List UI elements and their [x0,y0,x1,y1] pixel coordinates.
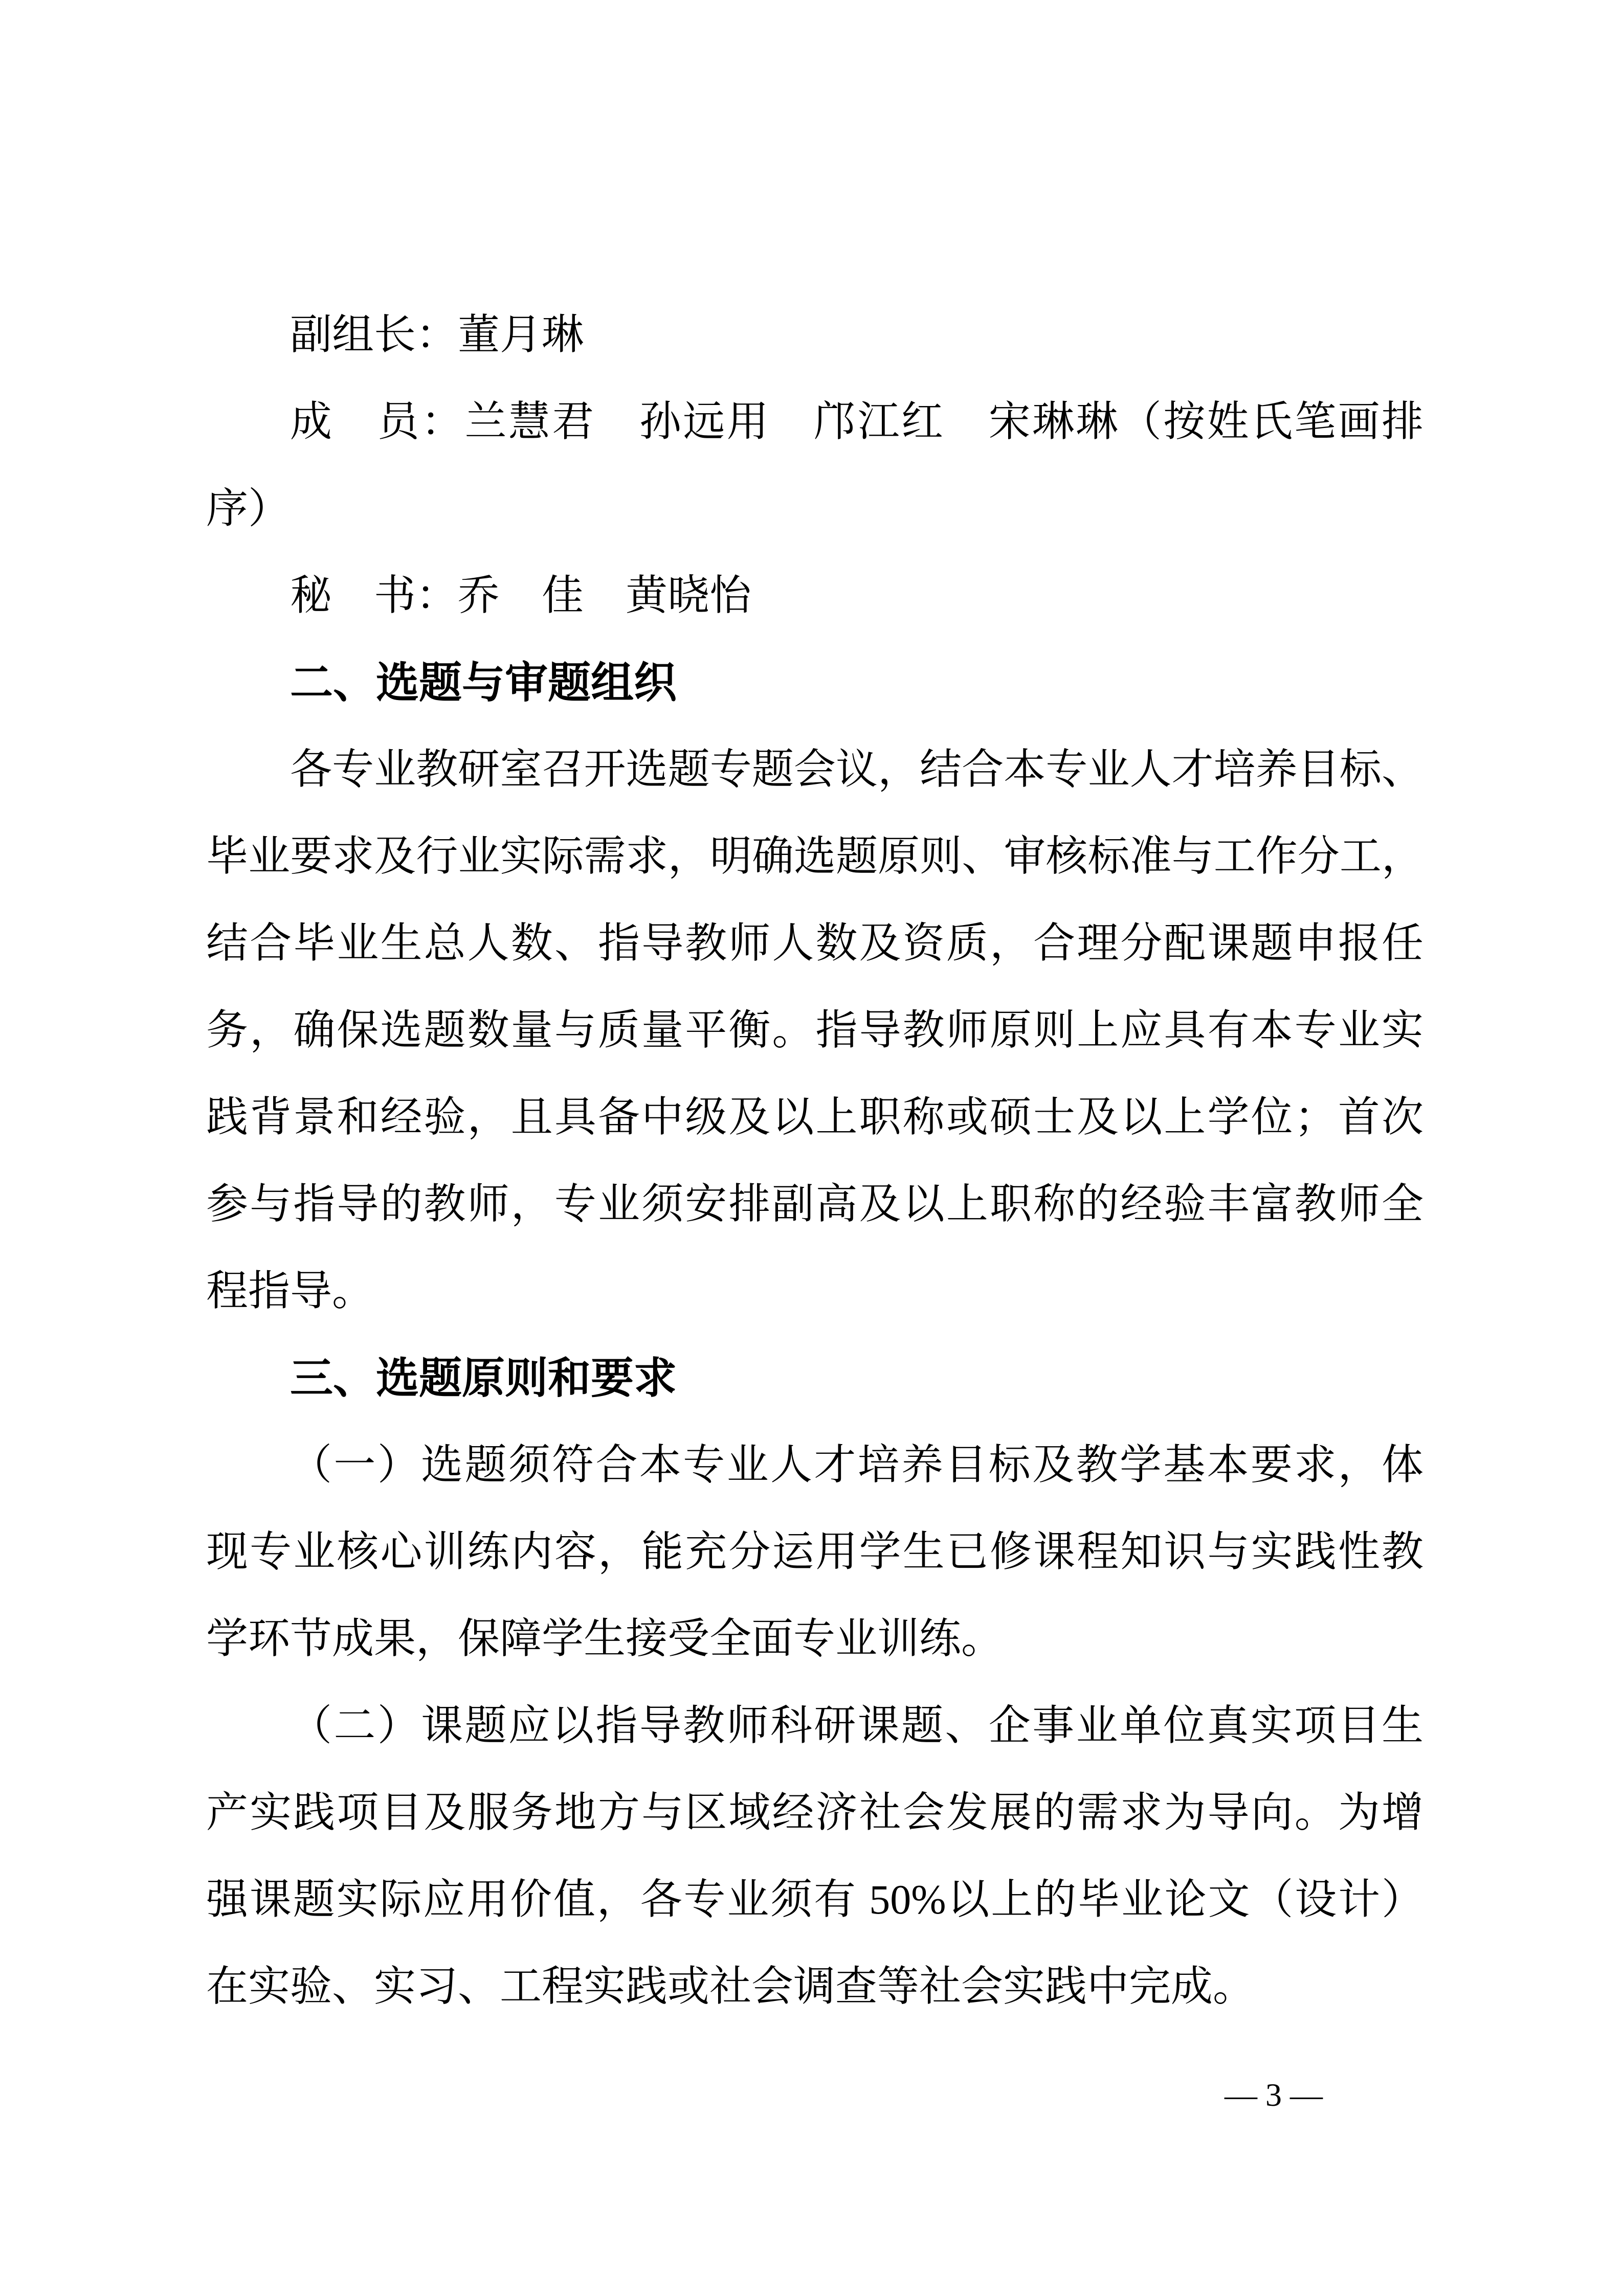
section-heading-3: 三、选题原则和要求 [290,1354,677,1402]
page-number: — 3 — [1225,2077,1323,2113]
section-heading-2: 二、选题与审题组织 [290,659,677,707]
text-line-para1-2: 毕业要求及行业实际需求，明确选题原则、审核标准与工作分工， [206,833,1423,880]
document-body [206,291,1423,2030]
text-line-para1-3: 结合毕业生总人数、指导教师人数及资质，合理分配课题申报任 [206,920,1423,966]
text-line-members-cont: 序） [206,485,291,532]
text-line-para1-4: 务，确保选题数量与质量平衡。指导教师原则上应具有本专业实 [206,1007,1423,1053]
text-line-item2-2: 产实践项目及服务地方与区域经济社会发展的需求为导向。为增 [206,1789,1423,1836]
text-line-para1-1: 各专业教研室召开选题专题会议，结合本专业人才培养目标、 [290,746,1423,793]
text-line-item1-1: （一）选题须符合本专业人才培养目标及教学基本要求，体 [290,1442,1423,1488]
text-line-item2-1: （二）课题应以指导教师科研课题、企事业单位真实项目生 [290,1702,1423,1749]
text-line-para1-5: 践背景和经验，且具备中级及以上职称或硕士及以上学位；首次 [206,1094,1423,1140]
text-line-members: 成 员：兰慧君 孙远用 邝江红 宋琳琳（按姓氏笔画排 [290,398,1423,445]
text-line-item1-2: 现专业核心训练内容，能充分运用学生已修课程知识与实践性教 [206,1528,1423,1575]
text-line-secretaries: 秘 书：乔 佳 黄晓怡 [290,572,752,619]
text-line-item2-3: 强课题实际应用价值，各专业须有 50%以上的毕业论文（设计） [206,1876,1423,1923]
text-line-para1-6: 参与指导的教师，专业须安排副高及以上职称的经验丰富教师全 [206,1181,1423,1227]
text-line-item1-3: 学环节成果，保障学生接受全面专业训练。 [206,1615,1004,1662]
text-line-para1-7: 程指导。 [206,1268,374,1314]
text-line-item2-4: 在实验、实习、工程实践或社会调查等社会实践中完成。 [206,1963,1255,2010]
text-line-deputy-leader: 副组长：董月琳 [290,311,584,358]
